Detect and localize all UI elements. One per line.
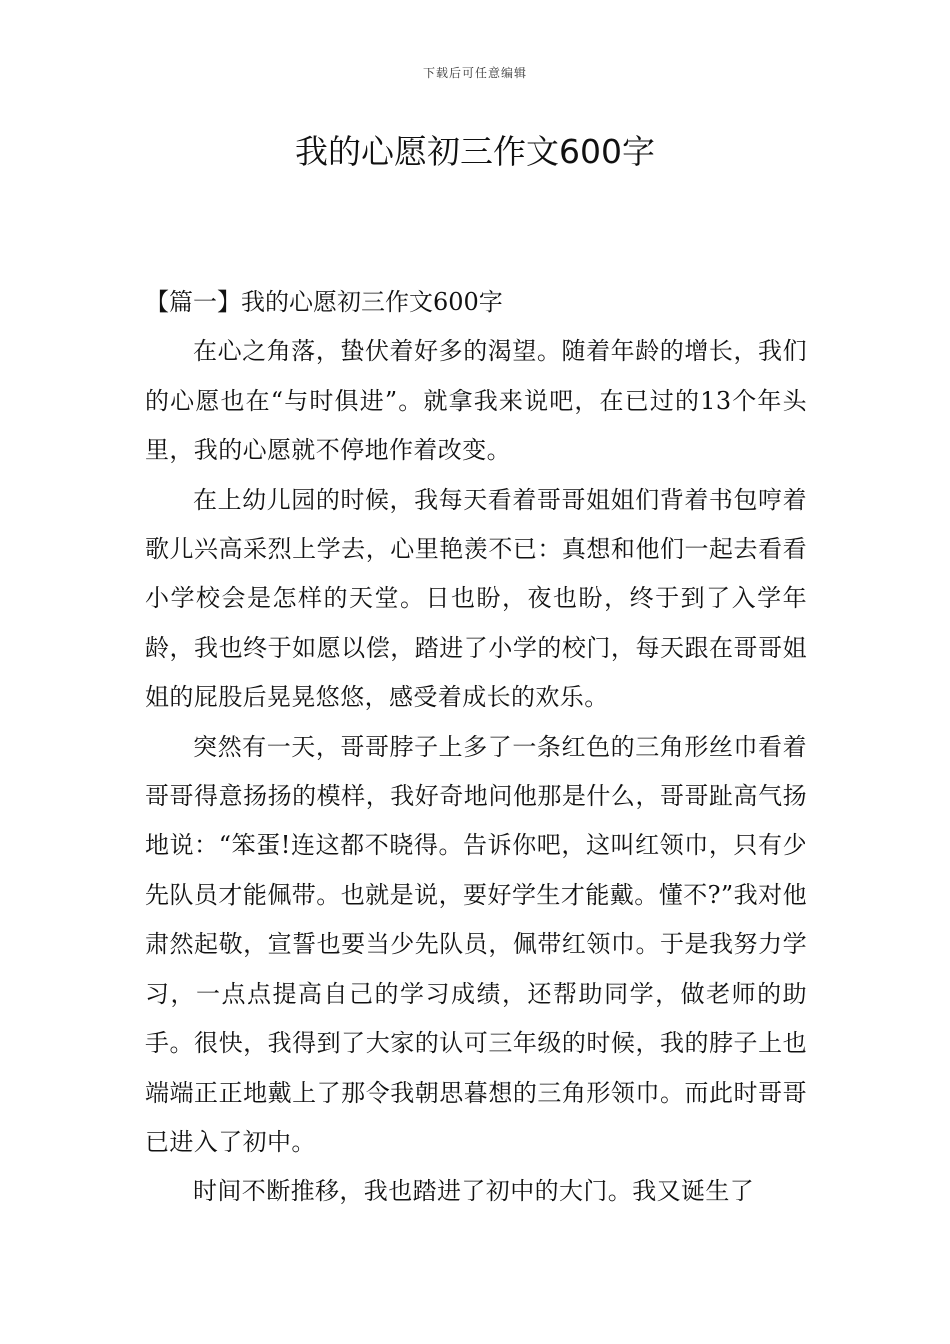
document-title: 我的心愿初三作文600字 xyxy=(295,132,655,171)
paragraph-1: 在心之角落，蛰伏着好多的渴望。随着年龄的增长，我们的心愿也在“与时俱进”。就拿我来说吧，在已过的13个年头里，我的心愿就不停地作着改变。 xyxy=(145,337,807,465)
paragraph-3: 突然有一天，哥哥脖子上多了一条红色的三角形丝巾看着哥哥得意扬扬的模样，我好奇地问他那是什么，哥哥趾高气扬地说：“笨蛋!连这都不晓得。告诉你吧，这叫红领巾，只有少先队员才能佩带。也就是说，要好学生才能戴。懂不?”我对他肃然起敬，宣誓也要当少先队员，佩带红领巾。于是我努力学习，一点点提高自己的学习成绩，还帮助同学，做老师的助手。很快，我得到了大家的认可三年级的时候，我的脖子上也端端正正地戴上了那令我朝思暮想的三角形领巾。而此时哥哥已进入了初中。 xyxy=(145,732,807,1156)
section-heading: 【篇一】我的心愿初三作文600字 xyxy=(145,288,503,316)
header-note: 下载后可任意编辑 xyxy=(422,66,527,80)
paragraph-4: 时间不断推移，我也踏进了初中的大门。我又诞生了 xyxy=(193,1177,755,1206)
document-body xyxy=(145,278,807,1217)
paragraph-2: 在上幼儿园的时候，我每天看着哥哥姐姐们背着书包哼着歌儿兴高采烈上学去，心里艳羡不已：真想和他们一起去看看小学校会是怎样的天堂。日也盼，夜也盼，终于到了入学年龄，我也终于如愿以偿，踏进了小学的校门，每天跟在哥哥姐姐的屁股后晃晃悠悠，感受着成长的欢乐。 xyxy=(145,485,807,712)
